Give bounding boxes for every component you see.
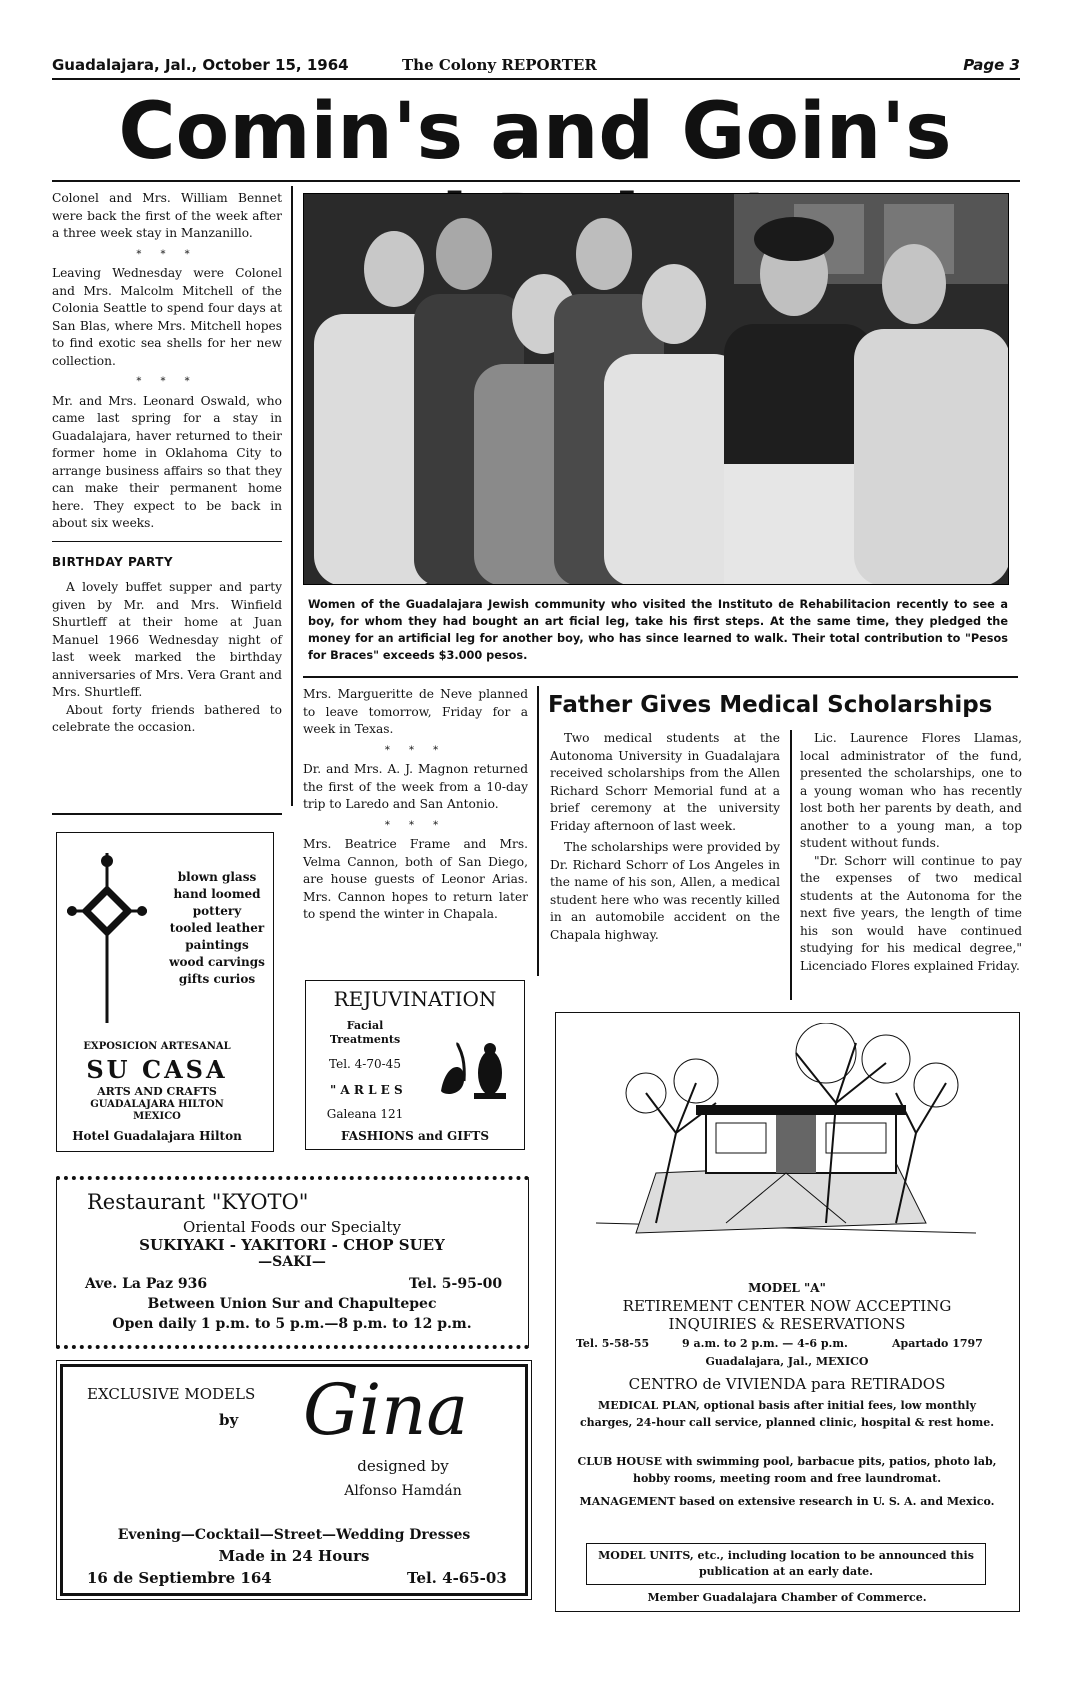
- scholarship-paragraph: Lic. Laurence Flores Llamas, local administrator of the fund, presented the scholarships, one to a young woman who has recently lost both her parents by death, and another to a young man, a top student without funds.: [800, 731, 1022, 850]
- kyoto-saki: —SAKI—: [258, 1254, 326, 1270]
- su-casa-item: gifts curios: [178, 972, 256, 986]
- retirement-center-ad: [555, 1012, 1020, 1612]
- su-casa-hotel: Hotel Guadalajara Hilton: [72, 1129, 242, 1143]
- cross-ornament-icon: [67, 853, 147, 1023]
- rejuvination-address: Galeana 121: [326, 1107, 404, 1121]
- kyoto-specialty: Oriental Foods our Specialty: [183, 1218, 401, 1236]
- su-casa-location: GUADALAJARA HILTON MEXICO: [90, 1099, 224, 1122]
- retirement-management: MANAGEMENT based on extensive research in U. S. A. and Mexico.: [579, 1495, 995, 1508]
- masthead-paper-name: The Colony REPORTER: [402, 56, 597, 74]
- su-casa-item: wood carvings: [169, 955, 265, 969]
- su-casa-item: tooled leather: [169, 921, 265, 935]
- retirement-city: Guadalajara, Jal., MEXICO: [705, 1355, 869, 1368]
- column-rule: [790, 730, 792, 1000]
- gina-dresses: Evening—Cocktail—Street—Wedding Dresses: [117, 1527, 471, 1543]
- group-photo-image: [304, 194, 1009, 585]
- rejuvination-title: REJUVINATION: [333, 987, 497, 1011]
- rejuvination-arles: " A R L E S: [330, 1083, 403, 1097]
- photo-caption: Women of the Guadalajara Jewish community who visited the Instituto de Rehabilitacion recently to see a boy, for whom they had bought an art ficial leg, take his first steps. At the same time, they pledged the money for an artificial leg for another boy, who has since learned to walk. Their total contribution to "Pesos for Braces" exceeds $3.000 pesos.: [308, 598, 1008, 662]
- su-casa-item: hand loomed: [173, 887, 261, 901]
- scholarship-paragraph: The scholarships were provided by Dr. Richard Schorr of Los Angeles in the name of his son, Allen, a medical student here who was recently killed in an automobile accident on the Chapala highway.: [550, 840, 780, 942]
- headline-rule: [52, 180, 1020, 182]
- gina-designer: Alfonso Hamdán: [344, 1483, 462, 1499]
- swan-figure-icon: [436, 1041, 508, 1101]
- kyoto-hours: Open daily 1 p.m. to 5 p.m.—8 p.m. to 12 p.m.: [112, 1316, 472, 1332]
- separator-stars: * * *: [136, 248, 198, 260]
- retirement-apartado: Apartado 1797: [892, 1337, 983, 1350]
- retirement-title: RETIREMENT CENTER NOW ACCEPTING: [622, 1297, 952, 1315]
- gina-made: Made in 24 Hours: [218, 1547, 370, 1565]
- separator-stars: * * *: [136, 376, 198, 387]
- separator-stars: * * *: [384, 744, 447, 756]
- scholarship-headline: Father Gives Medical Scholarships: [548, 692, 993, 718]
- column-divider: [52, 541, 282, 542]
- retirement-inquiries: INQUIRIES & RESERVATIONS: [668, 1315, 906, 1333]
- masthead-date: Guadalajara, Jal., October 15, 1964: [52, 56, 349, 74]
- gina-ad: [60, 1364, 528, 1596]
- kyoto-tel: Tel. 5-95-00: [409, 1276, 503, 1292]
- retirement-models-note: MODEL UNITS, etc., including location to be announced this publication at an early date.: [586, 1543, 986, 1585]
- group-photo: [303, 193, 1009, 585]
- house-illustration: [596, 1023, 976, 1273]
- masthead: [52, 52, 1020, 76]
- su-casa-name: SU CASA: [86, 1055, 228, 1084]
- page-headline: Comin's and Goin's: [118, 87, 952, 177]
- news-item-birthday: A lovely buffet supper and party given by Mr. and Mrs. Winfield Shurtleff at their home at Juan Manuel 1966 Wednesday night of last week marked the birthday anniversaries of Mrs. Vera Grant and Mrs. Shurtleff.: [52, 580, 282, 699]
- retirement-club: CLUB HOUSE with swimming pool, barbacue pits, patios, photo lab, hobby rooms, meeting room and free laundromat.: [577, 1455, 997, 1485]
- news-item-magnon: Dr. and Mrs. A. J. Magnon returned the first of the week from a 10-day trip to Laredo and San Antonio.: [303, 762, 528, 811]
- masthead-rule: [52, 78, 1020, 80]
- rejuvination-fashions: FASHIONS and GIFTS: [340, 1129, 490, 1143]
- column-divider: [52, 813, 282, 815]
- separator-stars: * * *: [384, 819, 447, 831]
- rejuvination-facial: Facial Treatments: [329, 1019, 401, 1046]
- kyoto-title: Restaurant "KYOTO": [87, 1190, 309, 1214]
- gina-tel: Tel. 4-65-03: [407, 1569, 507, 1587]
- su-casa-item: blown glass: [177, 870, 257, 884]
- retirement-centro: CENTRO de VIVIENDA para RETIRADOS: [628, 1375, 946, 1393]
- su-casa-arts: ARTS AND CRAFTS: [97, 1085, 217, 1098]
- gina-address: 16 de Septiembre 164: [87, 1569, 272, 1587]
- su-casa-exposicion: EXPOSICION ARTESANAL: [83, 1041, 231, 1052]
- news-item-oswald: Mr. and Mrs. Leonard Oswald, who came last spring for a stay in Guadalajara, haver returned to their former home in Oklahoma City to arrange business affairs so that they can make their permanent home here. They expect to be back in about six weeks.: [52, 393, 282, 530]
- column-rule: [537, 686, 539, 976]
- kyoto-ad: [56, 1176, 529, 1349]
- masthead-page-number: Page 3: [963, 56, 1020, 74]
- birthday-party-heading: BIRTHDAY PARTY: [52, 554, 174, 569]
- retirement-model: MODEL "A": [748, 1281, 826, 1295]
- gina-logo: Gina: [303, 1369, 469, 1451]
- rejuvination-tel: Tel. 4-70-45: [329, 1057, 401, 1071]
- su-casa-item: paintings: [185, 938, 249, 952]
- middle-column: [303, 686, 528, 924]
- news-item-de-neve: Mrs. Margueritte de Neve planned to leave tomorrow, Friday for a week in Texas.: [303, 687, 528, 736]
- gina-exclusive: EXCLUSIVE MODELS: [87, 1385, 256, 1403]
- kyoto-dishes: SUKIYAKI - YAKITORI - CHOP SUEY: [139, 1236, 445, 1254]
- news-item-frame-cannon: Mrs. Beatrice Frame and Mrs. Velma Cannon, both of San Diego, are house guests of Leonor Arias. Mrs. Cannon hopes to return later to spend the winter in Chapala.: [303, 837, 528, 921]
- caption-rule: [303, 676, 1018, 678]
- kyoto-between: Between Union Sur and Chapultepec: [147, 1296, 437, 1312]
- retirement-member: Member Guadalajara Chamber of Commerce.: [647, 1591, 927, 1604]
- retirement-medical: MEDICAL PLAN, optional basis after initial fees, low monthly charges, 24-hour call service, planned clinic, hospital & rest home.: [579, 1399, 995, 1429]
- gina-designed: designed by: [357, 1457, 449, 1475]
- retirement-hours: 9 a.m. to 2 p.m. — 4-6 p.m.: [682, 1337, 848, 1350]
- gina-by: by: [219, 1411, 239, 1429]
- news-item-birthday-guests: About forty friends bathered to celebrate the occasion.: [52, 702, 282, 734]
- news-item-mitchell: Leaving Wednesday were Colonel and Mrs. Malcolm Mitchell of the Colonia Seattle to spend four days at San Blas, where Mrs. Mitchell hopes to find exotic sea shells for her new collection.: [52, 266, 282, 368]
- scholarship-paragraph: "Dr. Schorr will continue to pay the expenses of two medical students at the Autonoma for the next five years, the length of time his son would have continued studying for his medical degree," Licenciado Flores explained Friday.: [800, 853, 1022, 973]
- retirement-tel: Tel. 5-58-55: [576, 1337, 650, 1350]
- scholarship-paragraph: Two medical students at the Autonoma University in Guadalajara received scholarships from the Allen Richard Schorr Memorial fund at a brief ceremony at the university Friday afternoon of last week.: [550, 731, 780, 833]
- kyoto-address: Ave. La Paz 936: [85, 1276, 208, 1292]
- scholarship-column-2: [800, 730, 1022, 975]
- su-casa-ad: [56, 832, 274, 1152]
- su-casa-items: [167, 869, 267, 988]
- rejuvination-ad: [305, 980, 525, 1150]
- su-casa-item: pottery: [192, 904, 242, 918]
- left-column: [52, 190, 282, 737]
- column-rule: [291, 186, 293, 806]
- scholarship-column-1: [550, 730, 780, 944]
- news-item-bennet: Colonel and Mrs. William Bennet were back the first of the week after a three week stay in Manzanillo.: [52, 191, 282, 240]
